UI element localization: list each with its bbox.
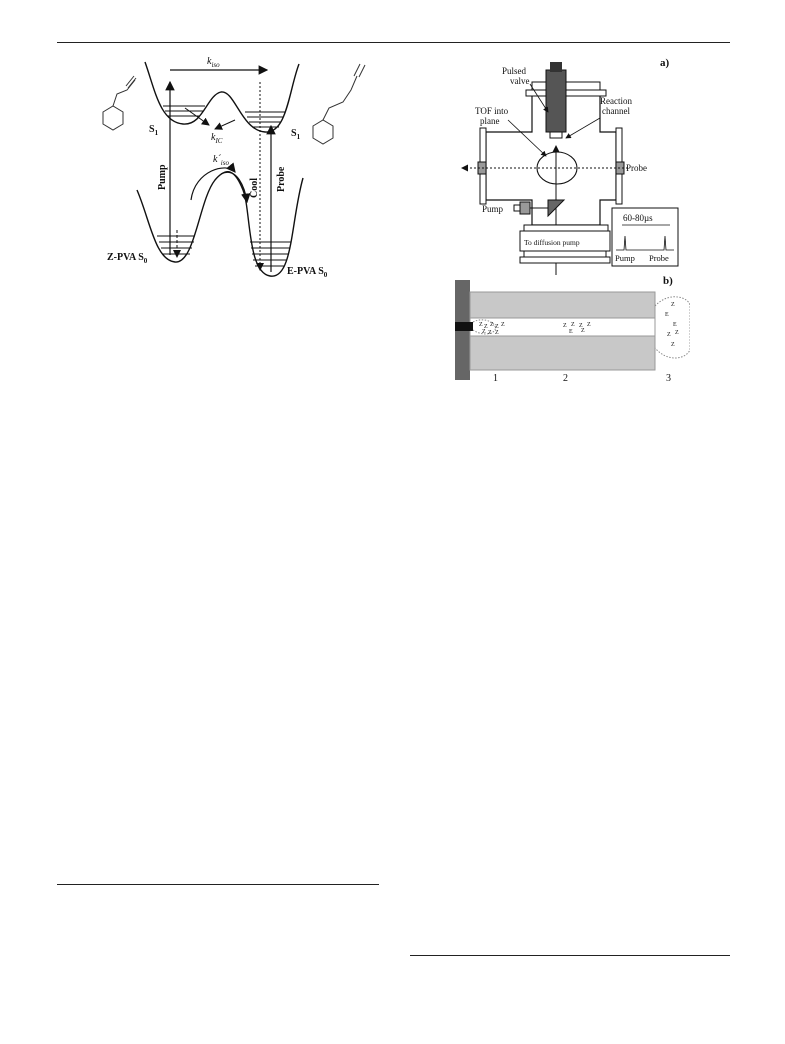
cool-label: Cool [249,178,260,198]
svg-text:Z: Z [495,330,499,336]
svg-text:S1: $S_1$ [291,128,301,141]
pulsed-valve-label-1: Pulsed [502,66,527,76]
footnote-rule-left [57,884,379,885]
svg-text:E-PVA S0: E-PVA $S_0$ [287,266,328,279]
pump-label: Pump [157,164,168,190]
timing-pump-label: Pump [615,253,635,263]
z-pva-molecule-icon [103,76,136,130]
region-1-label: 1 [493,373,498,384]
timing-label: 60-80µs [623,213,653,223]
svg-text:S1: $S_1$ [149,124,159,137]
pump-label-a: Pump [482,204,504,214]
pulsed-valve [546,70,566,132]
reaction-channel-diagram [455,270,690,385]
svg-text:Z: Z [490,322,494,328]
panel-a-label: a) [660,57,670,69]
probe-label: Probe [276,166,287,192]
e-pva-s0-label: E-PVA S [287,266,324,277]
svg-text:Z: Z [563,323,567,329]
reaction-channel-label-2: channel [602,106,630,116]
timing-probe-label: Probe [649,253,669,263]
k-iso-prime-label: k´ [213,154,221,165]
svg-text:Z: Z [501,322,505,328]
svg-text:k´iso: $k´_{iso}$ [213,154,229,167]
svg-text:Z: Z [571,322,575,328]
svg-text:E: E [673,322,677,328]
svg-text:Z: Z [579,323,583,329]
svg-text:Z: Z [482,329,486,335]
svg-text:Z: Z [671,302,675,308]
apparatus-diagram [440,50,685,275]
diffusion-pump-label: To diffusion pump [524,238,580,247]
reaction-channel-label-1: Reaction [600,96,632,106]
region-3-label: 3 [666,373,671,384]
svg-text:Z: Z [479,322,483,328]
potential-energy-diagram [95,50,385,290]
svg-text:Z: Z [667,332,671,338]
z-pva-s0-label: Z-PVA S [107,252,144,263]
svg-text:Z: Z [581,328,585,334]
svg-text:Z: Z [587,322,591,328]
tof-label-2: plane [480,116,500,126]
svg-text:kIC: $k_{IC}$ [211,132,223,145]
panel-b-label: b) [663,275,673,287]
svg-text:Z: Z [488,330,492,336]
svg-text:E: E [569,329,573,335]
region-2-label: 2 [563,373,568,384]
svg-text:Z: Z [484,324,488,330]
s1-right-label: S [291,128,297,139]
footnote-rule-right [410,955,730,956]
svg-text:Z: Z [675,330,679,336]
pulsed-valve-label-2: valve [510,76,530,86]
svg-text:E: E [665,312,669,318]
k-iso-label: k [207,56,212,67]
svg-text:Z-PVA S0: Z-PVA $S_0$ [107,252,148,265]
probe-label-a: Probe [626,163,647,173]
svg-text:Z: Z [495,324,499,330]
k-ic-label: k [211,132,216,143]
header-rule [57,42,730,43]
e-pva-molecule-icon [313,64,365,144]
svg-text:Z: Z [671,342,675,348]
s1-left-label: S [149,124,155,135]
svg-text:kiso: $k_{iso}$ [207,56,220,69]
tof-label-1: TOF into [475,106,509,116]
